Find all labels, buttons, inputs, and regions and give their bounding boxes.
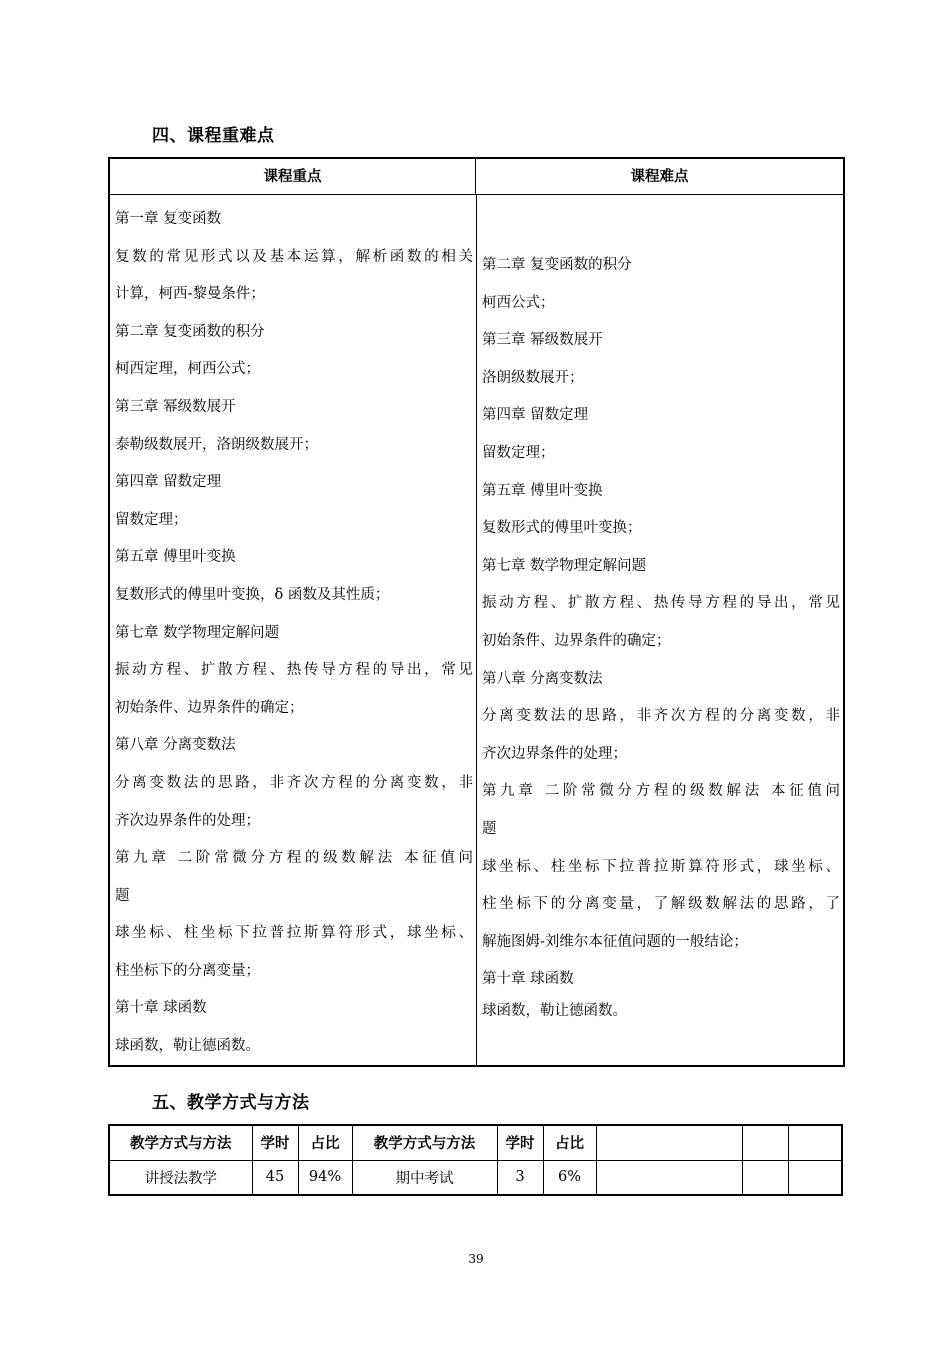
table-cell [742,1160,788,1195]
key-point-line: 第十章 球函数 [115,1000,207,1017]
header-cell: 教学方式与方法 [109,1125,252,1160]
difficult-point-line: 复数形式的傅里叶变换； [482,520,642,537]
section-5-title: 五、教学方式与方法 [152,1093,310,1113]
header-cell: 占比 [298,1125,352,1160]
table-cell: 3 [497,1160,543,1195]
header-difficult-points: 课程难点 [476,159,843,195]
key-point-line: 振动方程、扩散方程、热传导方程的导出，常见 [115,662,473,679]
key-point-line: 复数的常见形式以及基本运算，解析函数的相关 [115,248,473,265]
key-point-line: 题 [115,887,130,904]
header-cell: 学时 [252,1125,298,1160]
difficult-point-line: 第十章 球函数 [482,971,574,988]
header-cell: 占比 [543,1125,596,1160]
difficult-point-line: 第八章 分离变数法 [482,670,603,687]
key-point-line: 泰勒级数展开，洛朗级数展开； [115,436,318,453]
difficult-point-line: 第五章 傅里叶变换 [482,482,603,499]
key-point-line: 球坐标、柱坐标下拉普拉斯算符形式，球坐标、 [115,925,473,942]
page-number: 39 [468,1252,484,1266]
key-point-line: 分离变数法的思路，非齐次方程的分离变数，非 [115,774,473,791]
difficult-point-line: 分离变数法的思路，非齐次方程的分离变数，非 [482,708,840,725]
table-header-row [109,1125,842,1160]
column-divider [476,195,477,1065]
section-4-title: 四、课程重难点 [152,126,275,146]
difficult-point-line: 洛朗级数展开； [482,369,584,386]
table-cell [788,1160,842,1195]
header-cell [788,1125,842,1160]
header-cell [596,1125,742,1160]
key-point-line: 第七章 数学物理定解问题 [115,624,280,641]
key-point-line: 留数定理； [115,511,188,528]
table-cell [596,1160,742,1195]
key-point-line: 初始条件、边界条件的确定； [115,699,304,716]
difficult-point-line: 柯西公式； [482,294,555,311]
key-point-line: 齐次边界条件的处理； [115,812,260,829]
difficult-point-line: 解施图姆-刘维尔本征值问题的一般结论； [482,933,748,950]
table-row [109,1160,842,1195]
difficult-point-line: 齐次边界条件的处理； [482,745,627,762]
table-cell: 45 [252,1160,298,1195]
difficult-point-line: 振动方程、扩散方程、热传导方程的导出，常见 [482,595,840,612]
key-point-line: 第四章 留数定理 [115,474,222,491]
difficult-point-line: 球坐标、柱坐标下拉普拉斯算符形式，球坐标、 [482,858,840,875]
key-point-line: 第二章 复变函数的积分 [115,323,265,340]
difficult-points-column [482,250,840,1034]
key-point-line: 第一章 复变函数 [115,211,222,227]
table-cell: 讲授法教学 [109,1160,252,1195]
difficult-point-line: 留数定理； [482,444,555,461]
key-difficult-points-table [108,157,845,1067]
table-cell: 6% [543,1160,596,1195]
key-point-line: 第三章 幂级数展开 [115,398,236,415]
difficult-point-line: 第九章 二阶常微分方程的级数解法 本征值问 [482,783,840,800]
difficult-point-line: 第七章 数学物理定解问题 [482,557,647,574]
difficult-point-line: 第四章 留数定理 [482,407,589,424]
difficult-point-line: 初始条件、边界条件的确定； [482,632,671,649]
difficult-point-line: 第二章 复变函数的积分 [482,257,632,273]
key-point-line: 第五章 傅里叶变换 [115,549,236,566]
header-cell [742,1125,788,1160]
key-points-column [115,204,473,1069]
key-point-line: 复数形式的傅里叶变换，δ 函数及其性质； [115,586,390,603]
key-point-line: 计算，柯西-黎曼条件； [115,286,265,303]
key-point-line: 第八章 分离变数法 [115,737,236,754]
key-point-line: 球函数，勒让德函数。 [115,1038,260,1055]
key-point-line: 柯西定理，柯西公式； [115,361,260,378]
difficult-point-line: 柱坐标下的分离变量，了解级数解法的思路，了 [482,896,840,913]
key-point-line: 柱坐标下的分离变量； [115,962,260,979]
difficult-point-line: 第三章 幂级数展开 [482,332,603,349]
difficult-point-line: 题 [482,820,497,837]
difficult-point-line: 球函数，勒让德函数。 [482,1003,627,1020]
header-cell: 教学方式与方法 [352,1125,497,1160]
header-key-points: 课程重点 [110,159,476,195]
header-cell: 学时 [497,1125,543,1160]
table-cell: 94% [298,1160,352,1195]
teaching-methods-table [108,1124,843,1196]
key-point-line: 第九章 二阶常微分方程的级数解法 本征值问 [115,850,473,867]
table-cell: 期中考试 [352,1160,497,1195]
